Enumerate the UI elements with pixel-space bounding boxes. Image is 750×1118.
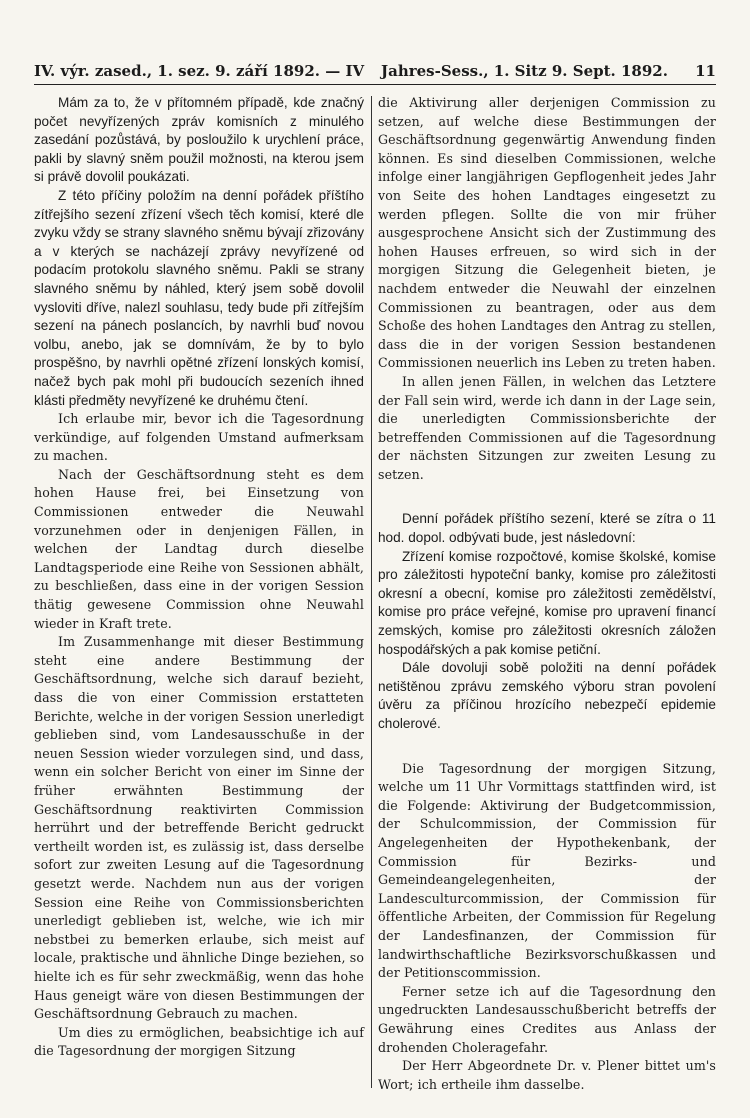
section-gap [378,734,716,760]
left-column [34,94,364,1061]
paragraph: Um dies zu ermöglichen, beabsichtige ich auf die Tagesordnung der morgigen Sitzung [34,1024,364,1059]
paragraph: Zřízení komise rozpočtové, komise školské, komise pro záležitosti hypoteční banky, komise pro záležitosti okresní a obecní, komise pro záležitosti zemědělství, komise pro práce veřejné, komise pro upravení financí zemských, komise pro záležitosti okresních záložen hospodářských a pak komise petiční. [378,548,716,657]
column-divider [371,96,372,1088]
paragraph: Mám za to, že v přítomném případě, kde značný počet nevyřízených zpráv komisních z minulého zasedání pozůstává, by posloužilo k urychlení práce, pakli by slavný sněm použil možnosti, na kterou jsem si právě dovolil poukázati. [34,95,364,185]
header-left-czech: IV. výr. zased., 1. sez. 9. září 1892. — IV [34,62,365,80]
page-number: 11 [695,62,716,80]
paragraph: Ich erlaube mir, bevor ich die Tagesordnung verkündige, auf folgenden Umstand aufmerksam zu machen. [34,411,364,464]
agenda-heading-german: Die Tagesordnung der morgigen Sitzung, welche um 11 Uhr Vormittags stattfinden wird, ist die Folgende: Aktivirung der Budgetcommission, der Schulcommission, der Commission für Angelegenheiten der Hypothekenbank, der Commission für Bezirks- und Gemeindeangelegenheiten, der Landesculturcommission, der Commission für öffentliche Arbeiten, der Commission für Regelung der Landesfinanzen, der Commission für landwirthschaftliche Bezirksvorschußkassen und der Petitionscommission. [378,760,716,981]
paragraph: Nach der Geschäftsordnung steht es dem hohen Hause frei, bei Einsetzung von Commissionen entweder die Neuwahl vorzunehmen oder in denjenigen Fällen, in welchen der Landtag durch dieselbe Landtagsperiode eine Reihe von Sessionen abhält, zu beschließen, dass eine in der vorigen Session thätig gewesene Commission ohne Neuwahl wieder in Kraft trete. [34,466,364,631]
paragraph: Ferner setze ich auf die Tagesordnung den ungedruckten Landesausschußbericht betreffs der Gewährung eines Credites aus Anlass der drohenden Choleragefahr. [378,983,716,1055]
agenda-heading-czech: Denní pořádek příštího sezení, které se zítra o 11 hod. dopol. odbývati bude, jest následovní: [378,511,716,546]
section-gap [378,484,716,510]
paragraph: Der Herr Abgeordnete Dr. v. Plener bittet um's Wort; ich ertheile ihm dasselbe. [378,1058,716,1092]
running-header [34,52,716,80]
paragraph: In allen jenen Fällen, in welchen das Letztere der Fall sein wird, werde ich dann in der Lage sein, die unerledigten Commissionsberichte der betreffenden Commissionen auf die Tagesordnung der nächsten Sitzungen zur zweiten Lesung zu setzen. [378,373,716,482]
header-rule [34,84,716,85]
header-right-german: Jahres-Sess., 1. Sitz 9. Sept. 1892. [381,62,668,80]
paragraph: die Aktivirung aller derjenigen Commission zu setzen, auf welche diese Bestimmungen der Geschäftsordnung gegenwärtig Anwendung finden können. Es sind dieselben Commissionen, welche infolge einer langjährigen Gepflogenheit jedes Jahr von Seite des hohen Landtages eingesetzt zu werden pflegen. Sollte die von mir früher ausgesprochene Ansicht sich der Zustimmung des hohen Hauses erfreuen, so wird sich in der morgigen Sitzung die Gelegenheit bieten, je nachdem entweder die Neuwahl der einzelnen Commissionen zu beantragen, oder aus dem Schoße des hohen Landtages den Antrag zu stellen, dass die in der vorigen Session bestandenen Commissionen neuerlich ins Leben zu treten haben. [378,95,716,371]
paragraph: Im Zusammenhange mit dieser Bestimmung steht eine andere Bestimmung der Geschäftsordnung, welche sich darauf bezieht, dass die von einer Commission erstatteten Berichte, welche in der vorigen Session unerledigt geblieben sind, vom Landesausschuße in der neuen Session wieder vorzulegen sind, und dass, wenn ein solcher Bericht von einer im Sinne der früher erwähnten Bestimmung der Geschäftsordnung reaktivirten Commission herrührt und der betreffende Bericht gedruckt vertheilt worden ist, es zulässig ist, dass derselbe sofort zur zweiten Lesung auf die Tagesordnung gesetzt werde. Nachdem nun aus der vorigen Session eine Reihe von Commissionsberichten unerledigt geblieben ist, welche, wie ich mir nebstbei zu bemerken erlaube, sich meist auf locale, praktische und ähnliche Dinge beziehen, so hielte ich es für sehr zweckmäßig, wenn das hohe Haus geneigt wäre von diesen Bestimmungen der Geschäftsordnung Gebrauch zu machen. [34,634,364,1022]
right-column [378,94,716,1094]
paragraph: Z této příčiny položím na denní pořádek příštího zítřejšího sezení zřízení všech těch komisí, které dle zvyku vždy se strany slavného sněmu bývají zřizovány a v kterých se nacházejí zprávy nevyřízené od podacím protokolu slavného sněmu. Pakli se strany slavného sněmu by náhled, který jsem sobě dovolil vysloviti dříve, nalezl souhlasu, tedy bude při zítřejším sezení na pánech poslancích, by navrhli buď novou volbu, anebo, jak se domnívám, že by to bylo prospěšno, by navrhli opětné zřízení lonských komisí, načež bych pak mohl při budoucích sezeních ihned klásti předměty nevyřízené ke druhému čtení. [34,187,364,408]
paragraph: Dále dovoluji sobě položiti na denní pořádek netištěnou zprávu zemského výboru stran povolení úvěru za příčinou hrozícího nebezpečí epidemie cholerové. [378,660,716,731]
